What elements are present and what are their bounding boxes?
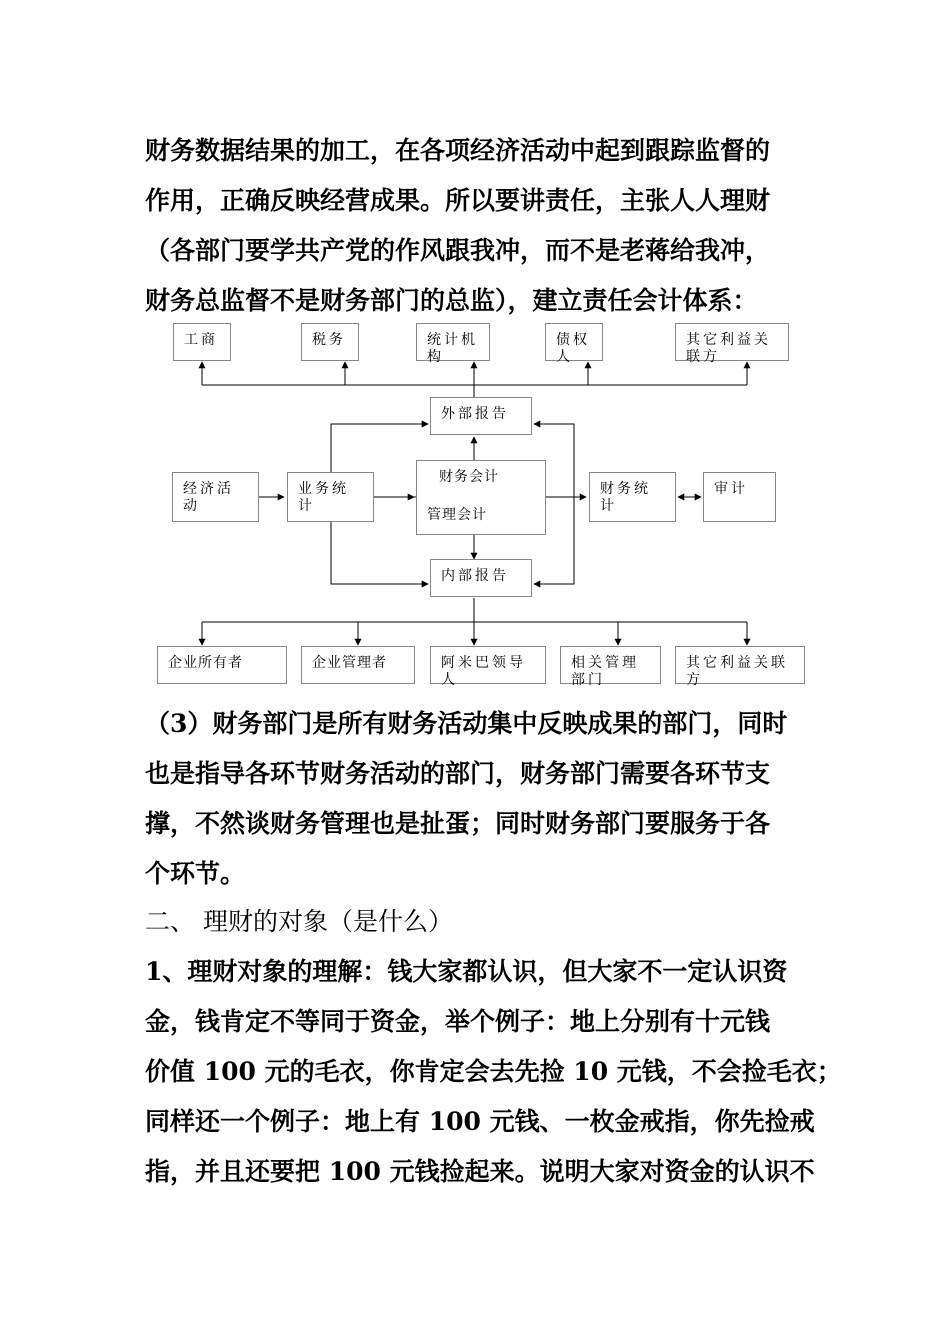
box-financial-statistics: 财务统计	[589, 472, 676, 522]
paragraph-line: 财务数据结果的加工，在各项经济活动中起到跟踪监督的	[145, 136, 771, 165]
paragraph-line: （3）财务部门是所有财务活动集中反映成果的部门，同时	[145, 709, 788, 738]
box-related-departments: 相关管理部门	[560, 646, 661, 684]
paragraph-line: （各部门要学共产党的作风跟我冲，而不是老蒋给我冲，	[145, 236, 771, 265]
box-internal-report: 内部报告	[430, 559, 532, 597]
box-creditor: 债权人	[545, 323, 603, 361]
paragraph-line: 1、理财对象的理解：钱大家都认识，但大家不一定认识资	[145, 957, 788, 986]
paragraph-line: 价值 100 元的毛衣，你肯定会去先捡 10 元钱，不会捡毛衣；	[145, 1057, 842, 1086]
paragraph-line: 同样还一个例子：地上有 100 元钱、一枚金戒指，你先捡戒	[145, 1107, 815, 1136]
box-external-report: 外部报告	[430, 397, 532, 435]
paragraph-line: 也是指导各环节财务活动的部门，财务部门需要各环节支	[145, 759, 771, 788]
connector-arrow	[331, 521, 428, 584]
paragraph-line: 指，并且还要把 100 元钱捡起来。说明大家对资金的认识不	[145, 1157, 815, 1186]
box-economic-activity: 经济活动	[172, 472, 259, 522]
connector-arrow	[331, 424, 428, 472]
box-business-statistics: 业务统计	[287, 472, 374, 522]
box-other-stakeholders: 其它利益关联方	[675, 323, 789, 361]
paragraph-line: 撑，不然谈财务管理也是扯蛋；同时财务部门要服务于各	[145, 809, 771, 838]
financial-accounting-label: 财务会计	[439, 469, 499, 485]
box-enterprise-managers: 企业管理者	[301, 646, 415, 684]
paragraph-line: 个环节。	[145, 859, 246, 888]
box-tax: 税务	[301, 323, 359, 361]
box-other-stakeholders-internal: 其它利益关联方	[675, 646, 805, 684]
management-accounting-label: 管理会计	[427, 507, 487, 523]
section-heading: 二、 理财的对象（是什么）	[145, 907, 453, 936]
box-statistics-agency: 统计机构	[416, 323, 490, 361]
box-audit: 审计	[703, 472, 776, 522]
paragraph-line: 财务总监督不是财务部门的总监），建立责任会计体系：	[145, 286, 758, 315]
box-enterprise-owners: 企业所有者	[157, 646, 287, 684]
paragraph-line: 作用，正确反映经营成果。所以要讲责任，主张人人理财	[145, 186, 771, 215]
box-accounting	[416, 460, 546, 535]
box-gongshang: 工商	[173, 323, 231, 361]
box-amoeba-leaders: 阿米巴领导人	[430, 646, 546, 684]
paragraph-line: 金，钱肯定不等同于资金，举个例子：地上分别有十元钱	[145, 1007, 771, 1036]
